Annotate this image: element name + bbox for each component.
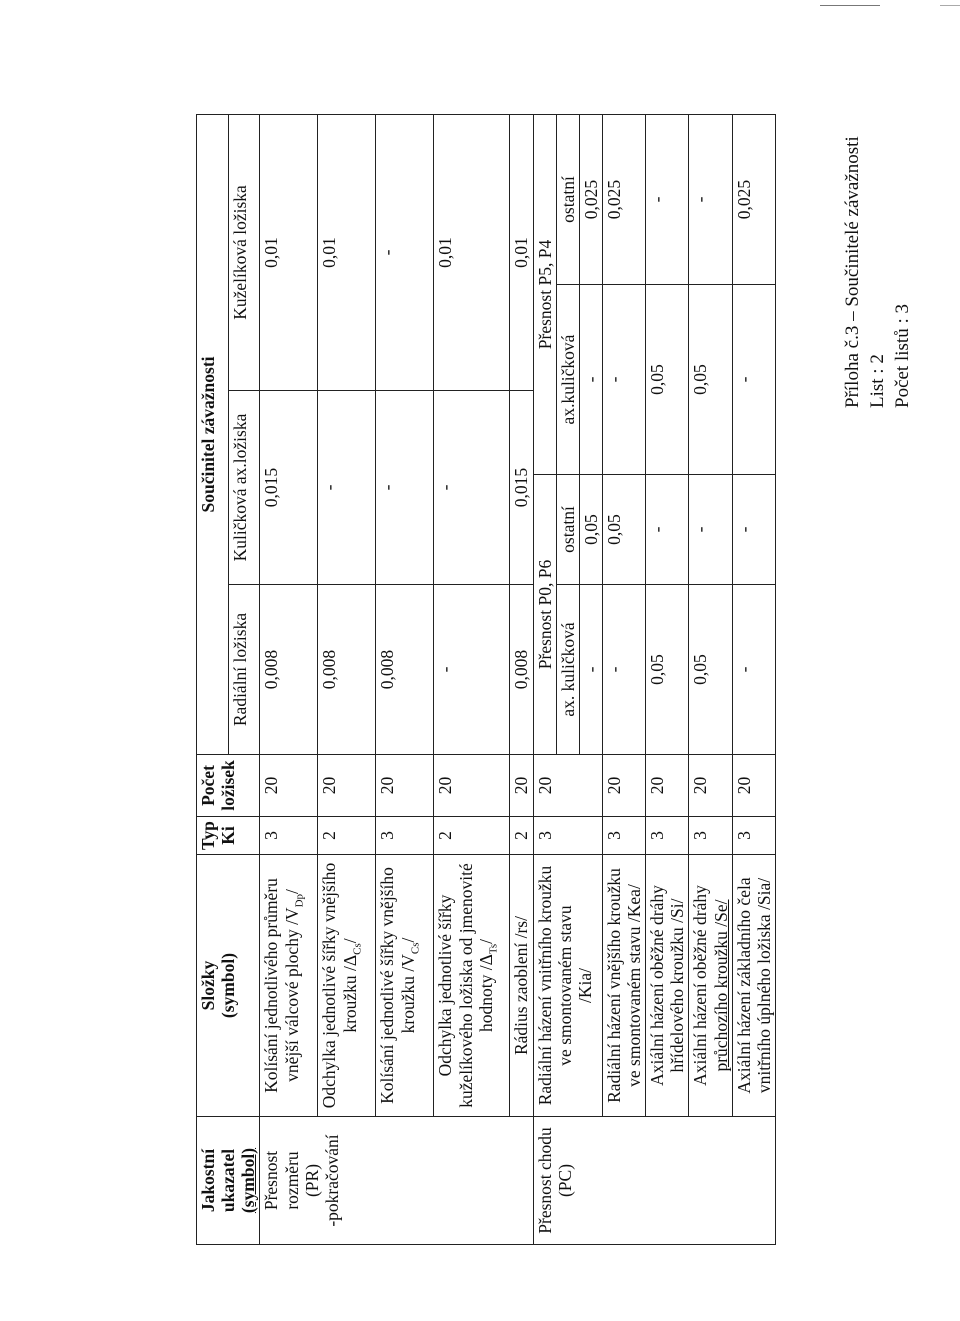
pc-1-comp-b: ve smontovaném stavu [554,905,575,1066]
col-header-component-sym: (symbol) [218,952,239,1019]
pc-4-c3: 0,05 [689,285,732,475]
pc-row-1 [533,114,556,1244]
pr-row-3 [376,114,434,1244]
pc-4-c1: 0,05 [689,585,732,755]
pr-4-sub: Ts [487,943,500,955]
pr-4-ball: - [434,391,510,585]
col-header-taper: Kuželíková ložiska [228,114,260,390]
pr-2-taper: 0,01 [318,114,376,390]
pr-3-tail: / [397,937,418,943]
header-line-2: List : 2 [867,354,888,408]
pr-4-tail: / [475,939,496,944]
pr-2-typ: 2 [318,817,376,855]
pc-5-count: 20 [732,755,775,817]
pr-row-1-component [260,855,318,1117]
pr-1-taper: 0,01 [260,114,318,390]
pr-3-sub: Cs [409,942,421,955]
pr-4-typ: 2 [434,817,510,855]
pr-row-4-component [434,855,510,1117]
header-row-1 [197,114,229,1244]
pr-3-comp-a: Kolísání jednotlivé šířky vnějšího [377,867,398,1104]
col-header-ball: Kuličková ax.ložiska [228,391,260,585]
pc-row-2 [602,114,645,1244]
pr-row-5 [510,114,533,1244]
pc-1-comp-a: Radiální házení vnitřního kroužku [534,865,555,1106]
pc-3-c1: 0,05 [646,585,689,755]
col-header-type-2: Ki [218,826,239,845]
pc-5-c2: - [732,475,775,585]
pc-row-5-component [732,855,775,1117]
scan-edge-mark [820,5,880,6]
col-header-component-text: Složky [198,960,218,1011]
pc-5-c3: - [732,285,775,475]
pr-5-typ: 2 [510,817,533,855]
pc-1-c3: - [579,285,602,475]
pc-group-label [533,1117,775,1245]
pc-row-3-component [646,855,689,1117]
pc-2-comp-b: ve smontovaném stavu /Kea/ [624,884,644,1087]
page-header [842,108,960,408]
pc-subheader-other: ostatní [556,475,579,585]
pc-4-c2: - [689,475,732,585]
pr-1-typ: 3 [260,817,318,855]
pc-row-3 [646,114,689,1244]
pr-4-comp-c: hodnoty /Δ [475,954,496,1032]
pc-5-comp-a: Axiální házení základního čela [733,877,754,1094]
pr-2-ball: - [318,391,376,585]
pr-row-2-component [318,855,376,1117]
pc-4-typ: 3 [689,817,732,855]
col-header-count-2: ložisek [218,760,239,811]
pc-subheader-p54: Přesnost P5, P4 [533,114,556,474]
pc-3-c4: - [646,114,689,284]
col-header-count [197,755,260,817]
pr-5-taper: 0,01 [510,114,533,390]
coefficient-table [196,114,776,1245]
pc-4-c4: - [689,114,732,284]
pc-5-comp-b: vnitřního úplného ložiska /Sia/ [753,877,774,1094]
pr-5-radial: 0,008 [510,585,533,755]
pr-4-comp-a: Odchylka jednotlivé šířky [435,894,456,1077]
pr-1-radial: 0,008 [260,585,318,755]
pr-5-ball: 0,015 [510,391,533,585]
pr-label-1: Přesnost rozměru [261,1150,302,1211]
col-header-type-1: Typ [198,821,218,850]
pc-1-typ: 3 [533,817,602,855]
pc-1-c2: 0,05 [579,475,602,585]
pc-2-c4: 0,025 [602,114,645,284]
pr-2-count: 20 [318,755,376,817]
pc-3-c2: - [646,475,689,585]
pc-label-1: Přesnost chodu [534,1127,555,1234]
pr-row-3-component [376,855,434,1117]
pr-4-comp-b: kuželíkového ložiska od jmenovité [455,863,476,1108]
pr-2-radial: 0,008 [318,585,376,755]
pr-3-radial: 0,008 [376,585,434,755]
pc-subheader-p06: Přesnost P0, P6 [533,475,556,755]
pc-5-c4: 0,025 [732,114,775,284]
pc-row-4 [689,114,732,1244]
pc-1-count: 20 [533,755,602,817]
pr-group-label [260,1117,533,1245]
col-header-indicator [197,1117,260,1245]
pc-row-1-component [533,855,602,1117]
pr-5-count: 20 [510,755,533,817]
pc-2-count: 20 [602,755,645,817]
pr-2-tail: / [339,938,360,944]
pr-label-2: (PR) [301,1163,322,1198]
pr-row-4 [434,114,510,1244]
col-header-type [197,817,260,855]
pr-4-radial: - [434,585,510,755]
pc-1-c4: 0,025 [579,114,602,284]
pc-subheader-ax-ball: ax. kuličková [556,585,579,755]
pc-3-comp-a: Axiální házení oběžné dráhy [647,885,668,1086]
pc-row-5 [732,114,775,1244]
pc-1-comp-c: /Kia/ [574,968,595,1003]
pr-3-comp-b: kroužku /V [397,954,418,1034]
pr-4-count: 20 [434,755,510,817]
pr-3-count: 20 [376,755,434,817]
pr-label-3: -pokračování [321,1134,342,1227]
pc-3-c3: 0,05 [646,285,689,475]
pc-4-count: 20 [689,755,732,817]
scan-edge-mark-2 [940,5,960,6]
pr-1-ball: 0,015 [260,391,318,585]
pr-row-1 [260,114,318,1244]
col-header-indicator-sym: (symbol) [238,1147,259,1214]
pc-subheader-other-2: ostatní [556,114,579,284]
pr-4-taper: 0,01 [434,114,510,390]
header-line-3: Počet listů : 3 [892,304,913,408]
pc-2-c3: - [602,285,645,475]
pc-2-c2: 0,05 [602,475,645,585]
pc-2-typ: 3 [602,817,645,855]
pr-1-sub: Dp [293,893,305,908]
pc-3-count: 20 [646,755,689,817]
pc-label-2: (PC) [554,1163,575,1198]
pc-3-comp-b: hřídelového kroužku /Si/ [667,898,688,1073]
pr-row-5-component: Rádius zaoblení /rs/ [510,855,533,1117]
rotated-table-container [196,115,776,1245]
pr-3-ball: - [376,391,434,585]
pr-1-comp-a: Kolísání jednotlivého průměru [261,878,282,1093]
pc-2-c1: - [602,585,645,755]
header-line-1: Příloha č.3 – Součinitelé závažnosti [842,136,863,408]
pc-row-2-component [602,855,645,1117]
pc-row-4-component [689,855,732,1117]
pr-2-comp-b: kroužku /Δ [339,954,360,1033]
pc-4-comp-b: průchozího kroužku /Se/ [710,899,731,1072]
col-header-component [197,855,260,1117]
pr-3-typ: 3 [376,817,434,855]
col-header-count-1: Počet [198,765,218,806]
col-header-indicator-text: Jakostní ukazatel [198,1148,239,1213]
pc-4-comp-a: Axiální házení oběžné dráhy [690,885,711,1086]
pc-2-comp-a: Radiální házení vnějšího kroužku [603,868,624,1103]
pr-1-comp-b: vnější válcové plochy /V [281,907,302,1082]
col-header-coeff-group: Součinitel závažnosti [197,114,229,754]
pc-5-typ: 3 [732,817,775,855]
pr-1-tail: / [281,889,302,894]
pr-row-2 [318,114,376,1244]
pr-2-sub: Cs [351,943,363,955]
pr-2-comp-a: Odchylka jednotlivé šířky vnějšího [319,862,340,1109]
pc-1-c1: - [579,585,602,755]
pc-3-typ: 3 [646,817,689,855]
pr-1-count: 20 [260,755,318,817]
pc-subheader-ax-ball-2: ax.kuličková [556,285,579,475]
pr-3-taper: - [376,114,434,390]
col-header-radial: Radiální ložiska [228,585,260,755]
pc-5-c1: - [732,585,775,755]
